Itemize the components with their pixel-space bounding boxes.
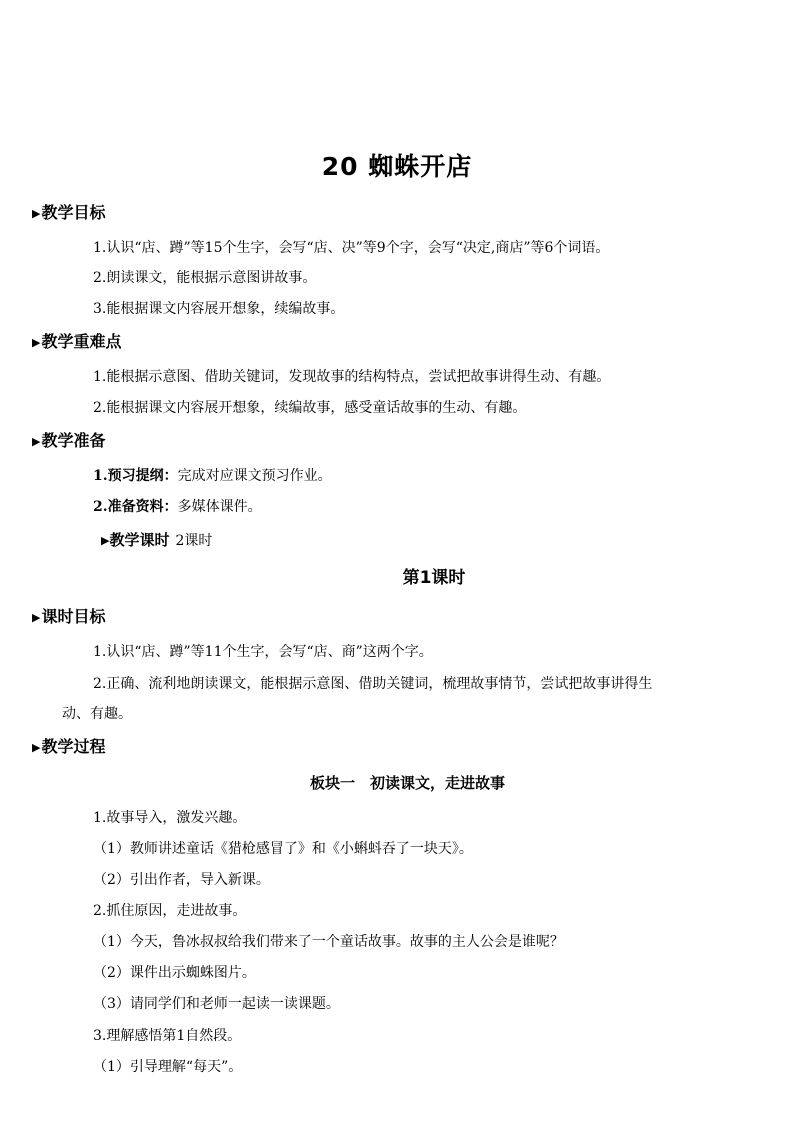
heading-lesson-objectives: ▶课时目标 [32,607,106,626]
prep-item: 1.预习提纲：完成对应课文预习作业。 [93,468,332,484]
teaching-hours: ▶教学课时 2课时 [101,531,213,549]
triangle-bullet-icon: ▶ [32,435,41,448]
objective-item: 2.正确、流利地朗读课文，能根据示意图、借助关键词，梳理故事情节，尝试把故事讲得生 [93,676,653,692]
triangle-bullet-icon: ▶ [32,611,41,624]
objective-item-continued: 动、有趣。 [62,706,132,722]
process-line: （3）请同学们和老师一起读一读课题。 [93,996,340,1012]
triangle-bullet-icon: ▶ [32,207,41,220]
heading-teaching-goals: ▶教学目标 [32,203,106,222]
heading-teaching-process: ▶教学过程 [32,737,106,756]
process-line: （1）教师讲述童话《猎枪感冒了》和《小蝌蚪吞了一块天》。 [93,841,473,857]
process-line: （1）今天，鲁冰叔叔给我们带来了一个童话故事。故事的主人公会是谁呢？ [93,934,564,950]
process-line: （2）课件出示蜘蛛图片。 [93,965,256,981]
process-line: （2）引出作者，导入新课。 [93,872,270,888]
key-point-item: 1.能根据示意图、借助关键词，发现故事的结构特点，尝试把故事讲得生动、有趣。 [93,369,611,385]
prep-item: 2.准备资料：多媒体课件。 [93,499,262,515]
lesson-heading: 第1课时 [402,568,466,588]
heading-teaching-prep: ▶教学准备 [32,431,106,450]
objective-item: 1.认识“店、蹲”等11个生字，会写“店、商”这两个字。 [93,644,433,660]
triangle-bullet-icon: ▶ [101,534,110,547]
process-line: 2.抓住原因，走进故事。 [93,903,247,919]
key-point-item: 2.能根据课文内容展开想象，续编故事，感受童话故事的生动、有趣。 [93,400,527,416]
document-title: 20 蜘蛛开店 [321,152,473,181]
triangle-bullet-icon: ▶ [32,336,41,349]
heading-key-points: ▶教学重难点 [32,332,122,351]
goal-item: 3.能根据课文内容展开想象，续编故事。 [93,301,345,317]
goal-item: 1.认识“店、蹲”等15个生字，会写“店、决”等9个字，会写“决定,商店”等6个词语。 [93,240,610,256]
process-line: （1）引导理解“每天”。 [93,1059,243,1075]
process-line: 3.理解感悟第1自然段。 [93,1028,242,1044]
goal-item: 2.朗读课文，能根据示意图讲故事。 [93,270,317,286]
triangle-bullet-icon: ▶ [32,741,41,754]
block-title: 板块一 初读课文，走进故事 [310,774,506,792]
process-line: 1.故事导入，激发兴趣。 [93,810,247,826]
